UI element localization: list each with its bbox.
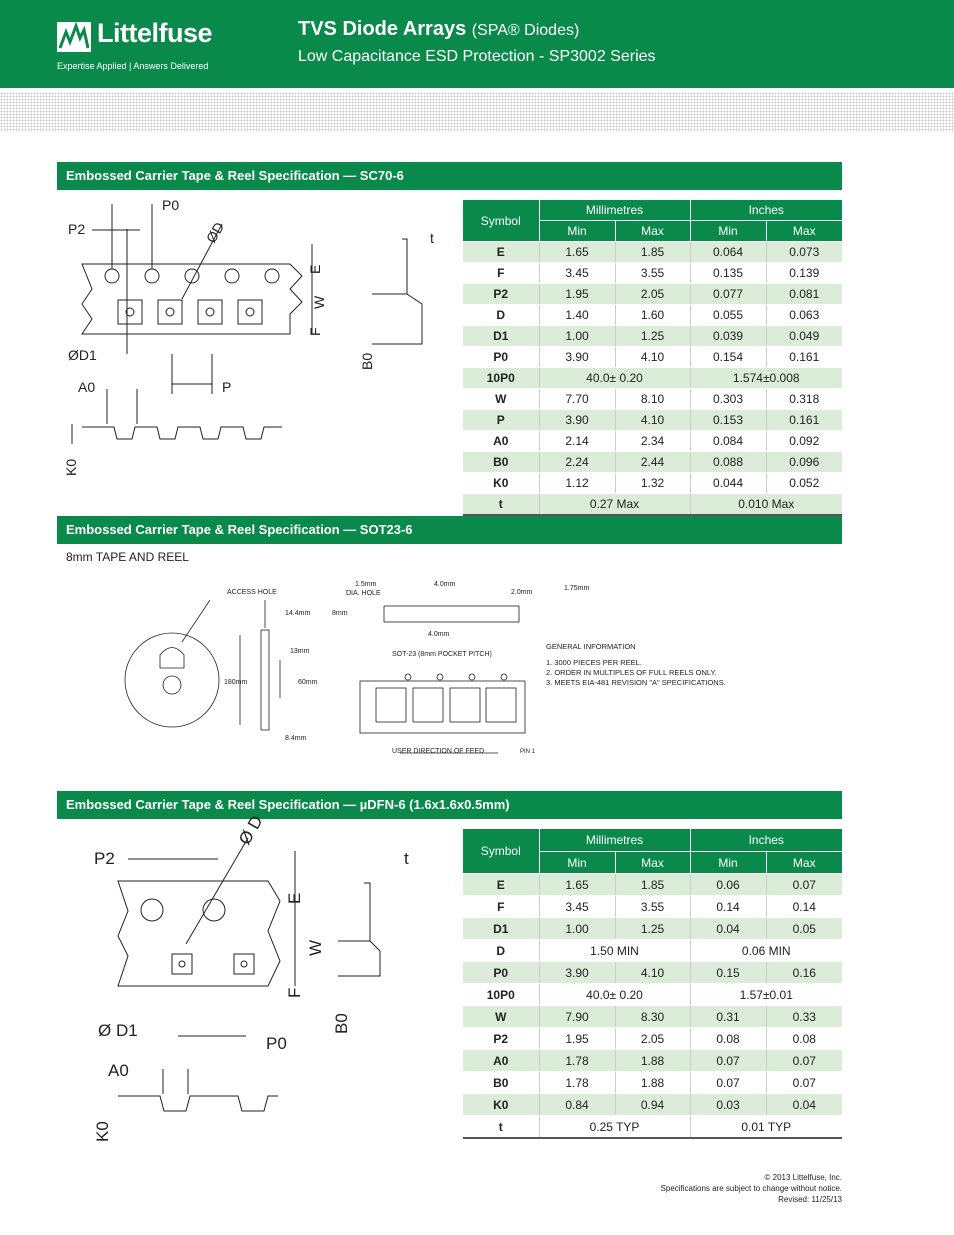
table-cell: 1.12 [539,473,615,494]
table-cell: 0.07 [690,1072,766,1094]
table-cell: 0.077 [690,284,766,305]
table-cell: 1.40 [539,305,615,326]
table-cell: 2.14 [539,431,615,452]
table-cell: B0 [463,1072,539,1094]
svg-text:SOT-23 (8mm POCKET PITCH): SOT-23 (8mm POCKET PITCH) [392,651,492,658]
table-row [463,1050,842,1072]
table-cell: 0.318 [766,389,842,410]
page-subtitle: Low Capacitance ESD Protection - SP3002 Series [298,48,656,65]
table-cell: t [463,1116,539,1139]
table-cell: 8.30 [615,1006,690,1028]
table-cell: t [463,494,539,516]
table-cell: 0.049 [766,326,842,347]
table-cell: 0.055 [690,305,766,326]
table-cell: 0.052 [766,473,842,494]
table-cell: 0.153 [690,410,766,431]
table-cell: 10P0 [463,368,539,389]
table-cell: 0.044 [690,473,766,494]
table-cell: K0 [463,1094,539,1116]
dot-pattern-band [0,92,954,132]
table-cell: P2 [463,1028,539,1050]
svg-text:ØD1: ØD1 [68,347,97,363]
table-cell: 0.07 [766,1072,842,1094]
col-mm-min: Min [539,221,615,242]
svg-text:t: t [430,230,434,246]
sot23-reel-diagram [120,580,340,750]
svg-text:1.75mm: 1.75mm [564,585,590,592]
svg-text:Ø D: Ø D [235,812,267,848]
page-footer [661,1172,842,1205]
table-cell: 0.27 Max [539,494,690,516]
section-title-sc70: Embossed Carrier Tape & Reel Specification — SC70-6 [57,162,842,190]
table-cell: 0.303 [690,389,766,410]
svg-text:W: W [306,939,325,956]
table-cell: 0.14 [690,896,766,918]
table-cell: 0.01 TYP [690,1116,842,1139]
col-millimetres: Millimetres [539,829,690,852]
col-mm-min: Min [539,852,615,874]
svg-text:USER DIRECTION OF FEED: USER DIRECTION OF FEED [392,748,485,755]
svg-text:P2: P2 [68,221,86,237]
table-cell: 2.34 [615,431,690,452]
table-row [463,410,842,431]
page-title: TVS Diode Arrays (SPA® Diodes) [298,18,580,40]
table-row [463,962,842,984]
table-cell: 0.07 [690,1050,766,1072]
table-cell: 0.33 [766,1006,842,1028]
svg-text:13mm: 13mm [290,648,310,655]
table-row [463,389,842,410]
table-cell: 7.70 [539,389,615,410]
table-cell: 0.84 [539,1094,615,1116]
table-row [463,918,842,940]
table-row [463,896,842,918]
table-row [463,431,842,452]
table-cell: 1.57±0.01 [690,984,842,1006]
svg-text:14.4mm: 14.4mm [285,610,311,617]
table-row [463,347,842,368]
tape-and-reel-label: 8mm TAPE AND REEL [66,550,189,564]
svg-text:P2: P2 [94,849,115,868]
revised-date: Revised: 11/25/13 [778,1195,842,1204]
table-cell: F [463,896,539,918]
table-cell: 0.07 [766,874,842,896]
table-row [463,1072,842,1094]
table-cell: D [463,305,539,326]
table-cell: W [463,1006,539,1028]
table-cell: 4.10 [615,962,690,984]
table-cell: 0.154 [690,347,766,368]
table-cell: P0 [463,962,539,984]
col-symbol: Symbol [463,200,539,242]
table-cell: 1.32 [615,473,690,494]
col-in-min: Min [690,221,766,242]
table-cell: 1.95 [539,284,615,305]
table-cell: B0 [463,452,539,473]
table-cell: 0.081 [766,284,842,305]
sc70-tape-diagram [62,194,442,494]
table-cell: 2.24 [539,452,615,473]
table-row [463,984,842,1006]
col-in-max: Max [766,221,842,242]
table-cell: 0.084 [690,431,766,452]
col-mm-max: Max [615,221,690,242]
svg-text:ACCESS HOLE: ACCESS HOLE [227,589,277,596]
table-cell: 0.161 [766,347,842,368]
table-cell: 0.039 [690,326,766,347]
table-cell: 40.0± 0.20 [539,984,690,1006]
table-cell: 0.064 [690,242,766,263]
svg-text:A0: A0 [108,1061,129,1080]
table-cell: 1.85 [615,242,690,263]
table-cell: 1.78 [539,1050,615,1072]
table-cell: 1.00 [539,326,615,347]
table-cell: 10P0 [463,984,539,1006]
table-cell: 1.25 [615,918,690,940]
col-in-min: Min [690,852,766,874]
svg-text:A0: A0 [78,379,96,395]
table-cell: 1.65 [539,242,615,263]
notice-text: Specifications are subject to change without notice. [660,1184,842,1193]
svg-text:8.4mm: 8.4mm [285,735,307,742]
svg-text:1.5mm: 1.5mm [355,581,377,588]
table-cell: 4.10 [615,347,690,368]
table-cell: 0.161 [766,410,842,431]
table-cell: 0.073 [766,242,842,263]
col-inches: Inches [690,829,842,852]
table-row [463,874,842,896]
svg-text:60mm: 60mm [298,679,318,686]
table-cell: 0.139 [766,263,842,284]
svg-text:PIN 1: PIN 1 [520,749,536,755]
table-cell: 3.90 [539,410,615,431]
svg-text:Ø D1: Ø D1 [98,1021,138,1040]
sc70-spec-table [463,200,842,516]
table-cell: 3.45 [539,263,615,284]
svg-text:8mm: 8mm [332,610,348,617]
table-cell: P2 [463,284,539,305]
svg-text:P0: P0 [162,197,180,213]
table-cell: 0.135 [690,263,766,284]
svg-text:4.0mm: 4.0mm [428,631,450,638]
table-cell: 0.04 [690,918,766,940]
table-cell: A0 [463,1050,539,1072]
table-cell: 0.07 [766,1050,842,1072]
table-cell: A0 [463,431,539,452]
svg-text:B0: B0 [359,352,375,370]
svg-text:ØD: ØD [202,219,228,246]
table-cell: 0.063 [766,305,842,326]
svg-text:E: E [285,892,304,904]
table-row [463,284,842,305]
col-symbol: Symbol [463,829,539,874]
svg-text:F: F [307,327,323,336]
table-cell: 0.06 MIN [690,940,842,962]
svg-text:4.0mm: 4.0mm [434,581,456,588]
table-cell: 0.096 [766,452,842,473]
table-cell: 2.05 [615,1028,690,1050]
svg-text:E: E [307,264,323,274]
table-cell: 0.08 [766,1028,842,1050]
table-cell: 1.50 MIN [539,940,690,962]
table-row [463,452,842,473]
table-row [463,1116,842,1139]
table-cell: 40.0± 0.20 [539,368,690,389]
table-row [463,242,842,263]
svg-text:F: F [285,987,304,998]
table-cell: D1 [463,326,539,347]
table-cell: 0.088 [690,452,766,473]
table-cell: D1 [463,918,539,940]
table-row [463,263,842,284]
table-cell: 3.55 [615,263,690,284]
udfn-spec-table [463,829,842,1139]
col-millimetres: Millimetres [539,200,690,221]
udfn-tape-diagram [88,812,438,1151]
table-row [463,305,842,326]
table-cell: W [463,389,539,410]
col-in-max: Max [766,852,842,874]
table-row [463,473,842,494]
table-cell: 1.88 [615,1072,690,1094]
sot23-tape-diagram [330,576,590,761]
table-cell: 1.88 [615,1050,690,1072]
table-cell: 0.16 [766,962,842,984]
table-cell: 1.65 [539,874,615,896]
table-cell: 1.60 [615,305,690,326]
table-row [463,940,842,962]
table-cell: 3.55 [615,896,690,918]
general-information: GENERAL INFORMATION 1. 3000 PIECES PER REEL. 2. ORDER IN MULTIPLES OF FULL REELS ONLY. 3. MEETS EIA-481 REVISION "A" SPECIFICATIONS. [546,642,726,687]
svg-text:B0: B0 [332,1013,351,1034]
table-cell: 4.10 [615,410,690,431]
brand-name: Littelfuse [97,18,213,48]
table-cell: 0.04 [766,1094,842,1116]
table-cell: P0 [463,347,539,368]
table-cell: F [463,263,539,284]
table-row [463,1006,842,1028]
table-cell: 3.90 [539,962,615,984]
table-cell: 0.03 [690,1094,766,1116]
table-cell: 1.00 [539,918,615,940]
svg-text:DIA. HOLE: DIA. HOLE [346,590,381,597]
svg-text:2.0mm: 2.0mm [511,589,533,596]
page-header [0,0,954,88]
svg-text:K0: K0 [93,1121,112,1142]
table-row [463,326,842,347]
table-cell: 0.010 Max [690,494,842,516]
table-cell: 0.06 [690,874,766,896]
svg-text:t: t [404,849,409,868]
table-cell: 0.31 [690,1006,766,1028]
table-cell: 0.05 [766,918,842,940]
svg-text:P0: P0 [266,1034,287,1053]
table-cell: 1.85 [615,874,690,896]
copyright-text: © 2013 Littelfuse, Inc. [764,1173,842,1182]
col-inches: Inches [690,200,842,221]
table-cell: E [463,242,539,263]
col-mm-max: Max [615,852,690,874]
table-cell: 0.94 [615,1094,690,1116]
table-cell: 2.44 [615,452,690,473]
section-title-udfn: Embossed Carrier Tape & Reel Specification — µDFN-6 (1.6x1.6x0.5mm) [57,791,842,819]
table-row [463,368,842,389]
littelfuse-logo-icon [57,22,91,52]
table-cell: 1.574±0.008 [690,368,842,389]
table-cell: 0.08 [690,1028,766,1050]
table-cell: 1.78 [539,1072,615,1094]
table-cell: 1.25 [615,326,690,347]
table-cell: 7.90 [539,1006,615,1028]
table-cell: P [463,410,539,431]
svg-text:K0: K0 [63,458,79,476]
svg-text:W: W [311,295,327,309]
svg-text:180mm: 180mm [224,679,248,686]
table-cell: 0.15 [690,962,766,984]
table-cell: K0 [463,473,539,494]
table-cell: 8.10 [615,389,690,410]
brand-tagline: Expertise Applied | Answers Delivered [57,61,209,71]
table-cell: 2.05 [615,284,690,305]
table-row [463,494,842,516]
table-cell: E [463,874,539,896]
section-title-sot23: Embossed Carrier Tape & Reel Specification — SOT23-6 [57,516,842,544]
table-cell: 0.14 [766,896,842,918]
table-cell: 1.95 [539,1028,615,1050]
table-row [463,1028,842,1050]
table-cell: 0.25 TYP [539,1116,690,1139]
table-cell: D [463,940,539,962]
table-cell: 3.45 [539,896,615,918]
table-cell: 0.092 [766,431,842,452]
table-row [463,1094,842,1116]
table-cell: 3.90 [539,347,615,368]
svg-text:P: P [222,379,232,395]
